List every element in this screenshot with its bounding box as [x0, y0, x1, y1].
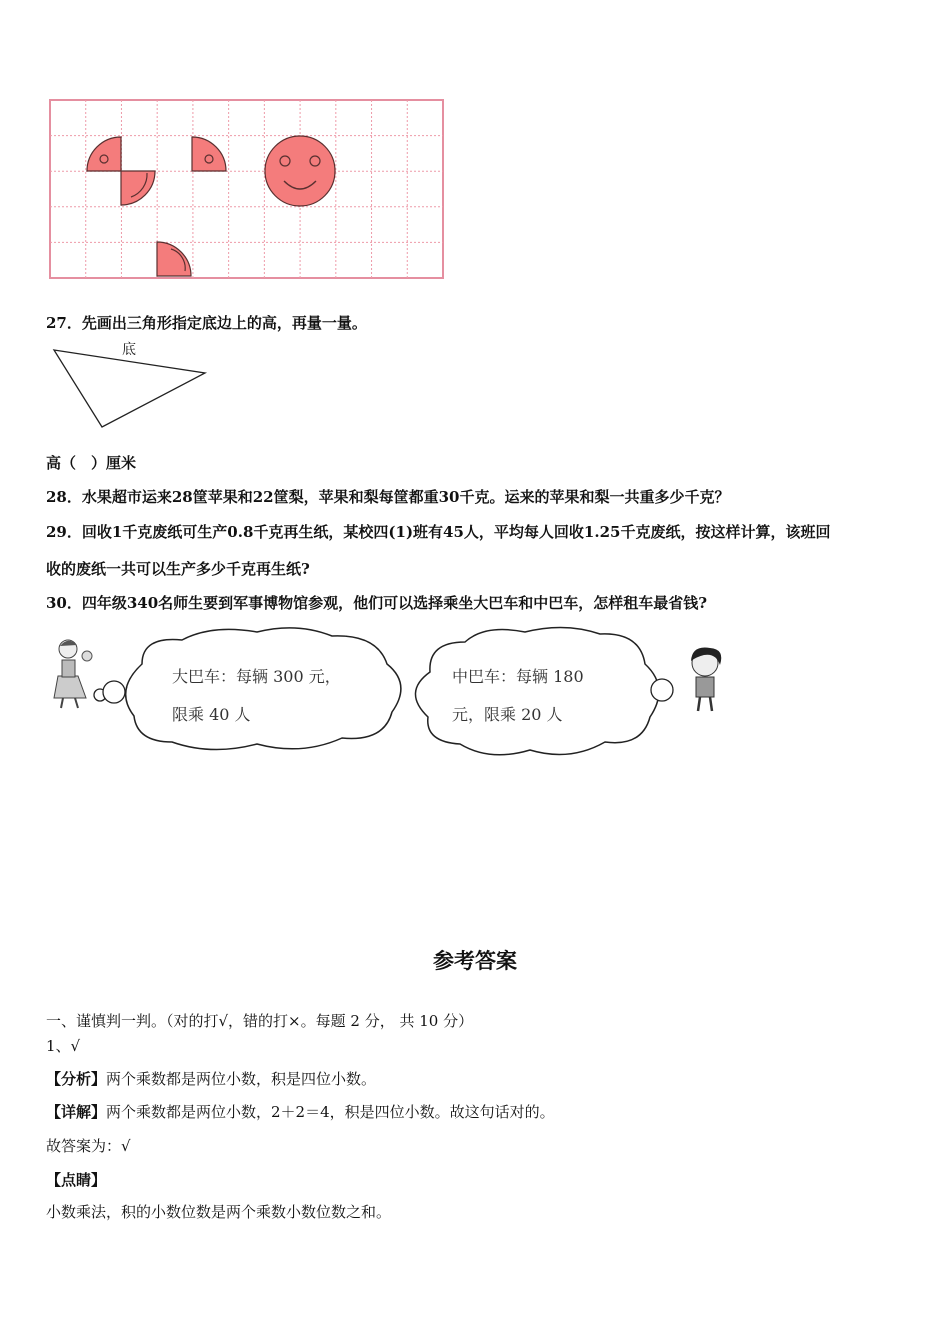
- question-29-line2: 收的废纸一共可以生产多少千克再生纸?: [46, 560, 310, 578]
- speech-cloud-bus-medium: [400, 622, 685, 767]
- girl-illustration: [48, 636, 98, 711]
- partial-face-right: [192, 137, 226, 171]
- partial-face-left: [87, 137, 121, 171]
- base-label: 底: [122, 342, 136, 358]
- note-tag: 【点睛】: [46, 1171, 107, 1189]
- detail-line: [46, 1101, 555, 1122]
- question-29-line1: 29．回收1千克废纸可生产0.8千克再生纸，某校四(1)班有45人，平均每人回收1.25千克废纸，按这样计算，该班回: [46, 523, 831, 541]
- triangle-shape: [54, 350, 205, 427]
- speech-cloud-bus-large: [92, 624, 412, 754]
- question-30: 30．四年级340名师生要到军事博物馆参观，他们可以选择乘坐大巴车和中巴车，怎样租车最省钱?: [46, 594, 707, 612]
- cloud1-line1: 大巴车：每辆 300 元，: [172, 667, 341, 686]
- detail-text: 两个乘数都是两位小数，2＋2＝4，积是四位小数。故这句话对的。: [106, 1103, 555, 1121]
- triangle-figure: [50, 340, 220, 435]
- question-27: 27．先画出三角形指定底边上的高，再量一量。: [46, 314, 367, 332]
- grid-figure: [49, 99, 444, 279]
- partial-face-mouth: [121, 171, 155, 205]
- boy-illustration: [680, 645, 735, 715]
- cloud2-line2: 元，限乘 20 人: [452, 705, 563, 724]
- cloud2-line1: 中巴车：每辆 180: [452, 667, 584, 686]
- grid-border: [50, 100, 443, 278]
- smiley-face-icon: [265, 136, 335, 206]
- note-text: 小数乘法，积的小数位数是两个乘数小数位数之和。: [46, 1203, 392, 1221]
- cloud1-line2: 限乘 40 人: [172, 705, 251, 724]
- question-28: 28．水果超市运来28筐苹果和22筐梨，苹果和梨每筐都重30千克。运来的苹果和梨一共重多少千克？: [46, 488, 730, 506]
- detail-tag: 【详解】: [46, 1103, 107, 1121]
- answers-section-heading: 一、谨慎判一判。（对的打√，错的打×。每题 2 分， 共 10 分）: [46, 1012, 474, 1030]
- analysis-text: 两个乘数都是两位小数，积是四位小数。: [106, 1070, 377, 1088]
- question-27-answer-line: 高（ ）厘米: [46, 454, 137, 472]
- grid-svg: [49, 99, 444, 279]
- analysis-line: [46, 1068, 376, 1089]
- analysis-tag: 【分析】: [46, 1070, 107, 1088]
- final-answer: 故答案为：√: [46, 1137, 131, 1155]
- answer-item-1: 1、√: [46, 1037, 81, 1055]
- answers-title: 参考答案: [433, 948, 517, 973]
- grid-lines: [50, 100, 443, 278]
- partial-face-bottom: [157, 242, 191, 276]
